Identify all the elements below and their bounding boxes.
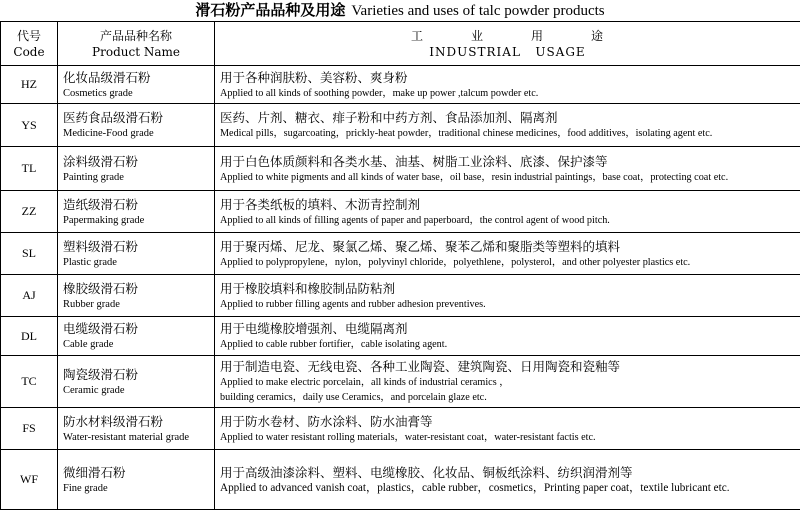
- table-row: [1, 104, 800, 147]
- product-code-cell: FS: [1, 408, 58, 450]
- product-name-cell: [58, 233, 215, 275]
- product-name-en: Painting grade: [63, 171, 124, 183]
- product-usage-cell: [215, 104, 800, 147]
- product-name-cell: [58, 356, 215, 408]
- product-code-cell: HZ: [1, 66, 58, 104]
- product-usage-cell: [215, 408, 800, 450]
- product-name-cn: 涂料级滑石粉: [63, 153, 139, 169]
- product-name-cell: [58, 66, 215, 104]
- product-code-cell: TC: [1, 356, 58, 408]
- product-name-cn: 医药食品级滑石粉: [63, 110, 164, 125]
- usage-en: building ceramics，daily use Ceramics，and porcelain glaze etc.: [220, 392, 487, 403]
- product-name-cn: 防水材料级滑石粉: [63, 413, 164, 429]
- header-usage-cell: [215, 22, 800, 66]
- table-header-row: [1, 22, 800, 66]
- usage-en: Applied to polypropylene，nylon，polyvinyl chloride，polyethlene，polysterol，and other polyester plastics etc.: [220, 256, 691, 268]
- usage-en: Applied to cable rubber fortifier，cable isolating agent.: [220, 339, 448, 350]
- header-usage-cn-2: 业: [470, 28, 484, 43]
- product-usage-cell: [215, 233, 800, 275]
- table-row: [1, 147, 800, 191]
- product-usage-cell: [215, 356, 800, 408]
- usage-cn: 用于橡胶填料和橡胶制品防粘剂: [220, 280, 396, 296]
- usage-en: Applied to white pigments and all kinds of water base，oil base，resin industrial paintings，base coat，protecting coat etc.: [220, 171, 729, 183]
- product-usage-cell: [215, 66, 800, 104]
- product-name-en: Papermaking grade: [63, 214, 145, 226]
- product-name-en: Cable grade: [63, 339, 114, 350]
- usage-cn: 用于防水卷材、防水涂料、防水油膏等: [220, 413, 433, 429]
- usage-en: Applied to all kinds of filling agents of paper and paperboard，the control agent of wood pitch.: [220, 214, 610, 226]
- header-code-en: Code: [13, 44, 45, 59]
- header-usage-cn-3: 用: [530, 28, 544, 43]
- product-usage-cell: [215, 147, 800, 191]
- usage-en: Applied to rubber filling agents and rubber adhesion preventives.: [220, 298, 486, 310]
- product-code-cell: ZZ: [1, 191, 58, 233]
- product-code-cell: YS: [1, 104, 58, 147]
- product-name-en: Water-resistant material grade: [63, 431, 190, 443]
- product-code-cell: WF: [1, 450, 58, 510]
- table-row: [1, 191, 800, 233]
- product-name-en: Plastic grade: [63, 256, 117, 268]
- product-name-cell: [58, 104, 215, 147]
- header-usage-cn: [215, 28, 800, 44]
- table-row: [1, 66, 800, 104]
- product-code-cell: TL: [1, 147, 58, 191]
- usage-en: Applied to advanced vanish coat，plastics，cable rubber，cosmetics，Printing paper coat，textile lubricant etc.: [220, 481, 730, 494]
- product-usage-cell: [215, 317, 800, 356]
- table-row: [1, 317, 800, 356]
- product-name-cn: 电缆级滑石粉: [63, 321, 139, 336]
- header-name-cn: 产品品种名称: [99, 28, 172, 43]
- usage-en: Medical pills，sugarcoating，prickly-heat powder，traditional chinese medicines，food additives，isolating agent etc.: [220, 128, 713, 139]
- usage-cn: 医药、片剂、糖衣、痱子粉和中药方剂、食品添加剂、隔离剂: [220, 110, 558, 125]
- product-name-cell: [58, 191, 215, 233]
- header-name-cell: [58, 22, 215, 66]
- usage-cn: 用于各种润肤粉、美容粉、爽身粉: [220, 69, 408, 85]
- page-title: [0, 0, 800, 22]
- product-name-cell: [58, 450, 215, 510]
- product-name-en: Cosmetics grade: [63, 87, 133, 99]
- product-name-cell: [58, 275, 215, 317]
- talc-products-table: [0, 21, 800, 510]
- table-row: [1, 275, 800, 317]
- product-usage-cell: [215, 275, 800, 317]
- product-name-en: Rubber grade: [63, 298, 120, 310]
- header-name-en: Product Name: [92, 44, 180, 59]
- title-en: Varieties and uses of talc powder products: [351, 3, 605, 19]
- usage-cn: 用于聚丙烯、尼龙、聚氯乙烯、聚乙烯、聚苯乙烯和聚脂类等塑料的填料: [220, 238, 621, 254]
- product-code-cell: SL: [1, 233, 58, 275]
- product-usage-cell: [215, 450, 800, 510]
- header-code-cn: 代号: [16, 28, 41, 43]
- product-name-cn: 造纸级滑石粉: [63, 196, 139, 212]
- table-row: [1, 356, 800, 408]
- usage-cn: 用于各类纸板的填料、木沥青控制剂: [220, 196, 421, 212]
- usage-en: Applied to make electric porcelain，all kinds of industrial ceramics ，: [220, 377, 510, 388]
- product-name-en: Medicine-Food grade: [63, 128, 154, 139]
- header-usage-en: INDUSTRIAL USAGE: [429, 44, 586, 59]
- table-row: [1, 233, 800, 275]
- product-name-cell: [58, 408, 215, 450]
- table-row: [1, 408, 800, 450]
- product-name-cn: 塑料级滑石粉: [63, 238, 139, 254]
- header-code-cell: [1, 22, 58, 66]
- product-code-cell: AJ: [1, 275, 58, 317]
- product-name-cn: 微细滑石粉: [63, 464, 126, 480]
- product-name-cn: 橡胶级滑石粉: [63, 280, 139, 296]
- header-usage-cn-1: 工: [410, 28, 424, 43]
- product-name-cell: [58, 147, 215, 191]
- product-code-cell: DL: [1, 317, 58, 356]
- usage-cn: 用于制造电瓷、无线电瓷、各种工业陶瓷、建筑陶瓷、日用陶瓷和瓷釉等: [220, 359, 621, 374]
- table-row: [1, 450, 800, 510]
- usage-en: Applied to water resistant rolling materials，water-resistant coat，water-resistant factis etc.: [220, 431, 596, 443]
- product-name-en: Fine grade: [63, 482, 108, 494]
- usage-cn: 用于白色体质颜料和各类水基、油基、树脂工业涂料、底漆、保护漆等: [220, 153, 608, 169]
- product-name-cell: [58, 317, 215, 356]
- product-name-cn: 化妆品级滑石粉: [63, 69, 151, 85]
- title-cn: 滑石粉产品品种及用途: [195, 1, 346, 19]
- product-name-en: Ceramic grade: [63, 384, 125, 396]
- usage-cn: 用于电缆橡胶增强剂、电缆隔离剂: [220, 321, 408, 336]
- product-usage-cell: [215, 191, 800, 233]
- product-name-cn: 陶瓷级滑石粉: [63, 366, 139, 382]
- usage-cn: 用于高级油漆涂料、塑料、电缆橡胶、化妆品、铜板纸涂料、纺织润滑剂等: [220, 464, 633, 480]
- usage-en: Applied to all kinds of soothing powder，make up power ,talcum powder etc.: [220, 87, 539, 99]
- header-usage-cn-4: 途: [590, 28, 604, 43]
